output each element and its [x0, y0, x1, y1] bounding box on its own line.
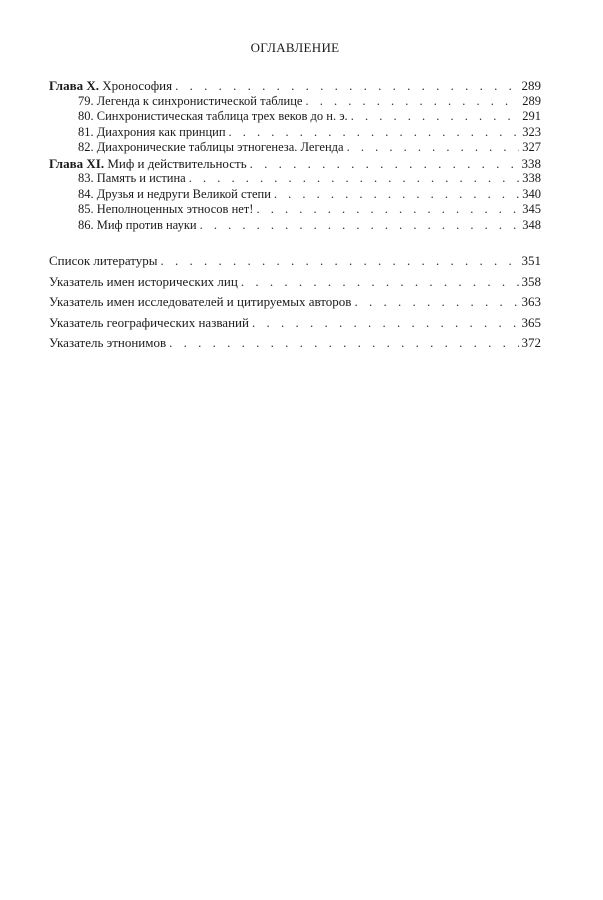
dot-leader — [347, 140, 520, 156]
toc-entry-appendix[interactable] — [49, 292, 541, 313]
toc-entry-section[interactable] — [49, 125, 541, 141]
toc-page-number: 338 — [521, 155, 541, 171]
toc-entry-section[interactable] — [49, 94, 541, 110]
dot-leader — [175, 78, 518, 94]
toc-list — [49, 78, 541, 354]
dot-leader — [241, 272, 519, 293]
toc-entry-section[interactable] — [49, 171, 541, 187]
toc-entry-label: Указатель этнонимов — [49, 335, 167, 350]
toc-entry-section[interactable] — [49, 202, 541, 218]
toc-entry-label: 82. Диахронические таблицы этногенеза. Легенда — [78, 140, 344, 154]
chapter-title: Миф и действительность — [104, 155, 247, 171]
chapter-prefix: Глава X. — [49, 78, 100, 93]
toc-page-number: 345 — [522, 202, 541, 216]
dot-leader — [256, 202, 519, 218]
toc-entry-section[interactable] — [49, 218, 541, 234]
toc-page-number: 289 — [522, 93, 541, 108]
toc-page-number: 340 — [522, 186, 541, 201]
toc-page-number: 348 — [522, 217, 541, 232]
toc-entry-label: 80. Синхронистическая таблица трех веков до н. э. — [78, 109, 348, 123]
toc-entry-appendix[interactable] — [49, 333, 541, 354]
toc-entry-label: 86. Миф против науки — [78, 217, 197, 232]
toc-page-number: 338 — [522, 171, 541, 185]
toc-title: ОГЛАВЛЕНИЕ — [250, 40, 340, 55]
toc-page-number: 358 — [521, 273, 541, 289]
toc-entry-label: 83. Память и истина — [78, 171, 186, 185]
toc-page-number: 291 — [522, 109, 541, 123]
toc-entry-label: Список литературы — [49, 253, 158, 268]
chapter-title: Хронософия — [99, 78, 173, 93]
toc-page-number: 327 — [522, 140, 541, 154]
toc-entry-label: 79. Легенда к синхронистической таблице — [78, 93, 303, 108]
toc-entry-label: Указатель географических названий — [49, 314, 249, 330]
dot-leader — [252, 313, 519, 334]
dot-leader — [274, 187, 519, 203]
dot-leader — [354, 292, 518, 313]
dot-leader — [200, 218, 520, 234]
toc-entry-appendix[interactable] — [49, 313, 541, 334]
toc-entry-label — [49, 156, 247, 172]
chapter-prefix: Глава XI. — [49, 155, 105, 171]
toc-entry-appendix[interactable] — [49, 251, 541, 272]
toc-page-number: 351 — [521, 253, 541, 268]
toc-page-number: 363 — [521, 294, 541, 309]
dot-leader — [351, 109, 520, 125]
toc-entry-appendix[interactable] — [49, 272, 541, 293]
toc-entry-label: 84. Друзья и недруги Великой степи — [78, 186, 271, 201]
toc-page-number: 365 — [521, 314, 541, 330]
toc-entry-chapter[interactable] — [49, 78, 541, 94]
dot-leader — [229, 125, 520, 141]
dot-leader — [161, 251, 519, 272]
toc-page-number: 323 — [522, 124, 541, 139]
toc-entry-label: 81. Диахрония как принцип — [78, 124, 226, 139]
toc-entry-label: Указатель имен исторических лиц — [49, 273, 238, 289]
toc-page-number: 289 — [521, 78, 541, 93]
toc-entry-chapter[interactable] — [49, 156, 541, 172]
dot-leader — [250, 156, 519, 172]
toc-entry-section[interactable] — [49, 187, 541, 203]
dot-leader — [189, 171, 520, 187]
dot-leader — [169, 333, 518, 354]
toc-page-number: 372 — [521, 335, 541, 350]
toc-entry-section[interactable] — [49, 140, 541, 156]
dot-leader — [305, 94, 519, 110]
toc-entry-section[interactable] — [49, 109, 541, 125]
toc-entry-label: Указатель имен исследователей и цитируемых авторов — [49, 294, 352, 309]
toc-entry-label — [49, 78, 172, 94]
toc-entry-label: 85. Неполноценных этносов нет! — [78, 202, 254, 216]
section-spacer — [49, 233, 541, 251]
